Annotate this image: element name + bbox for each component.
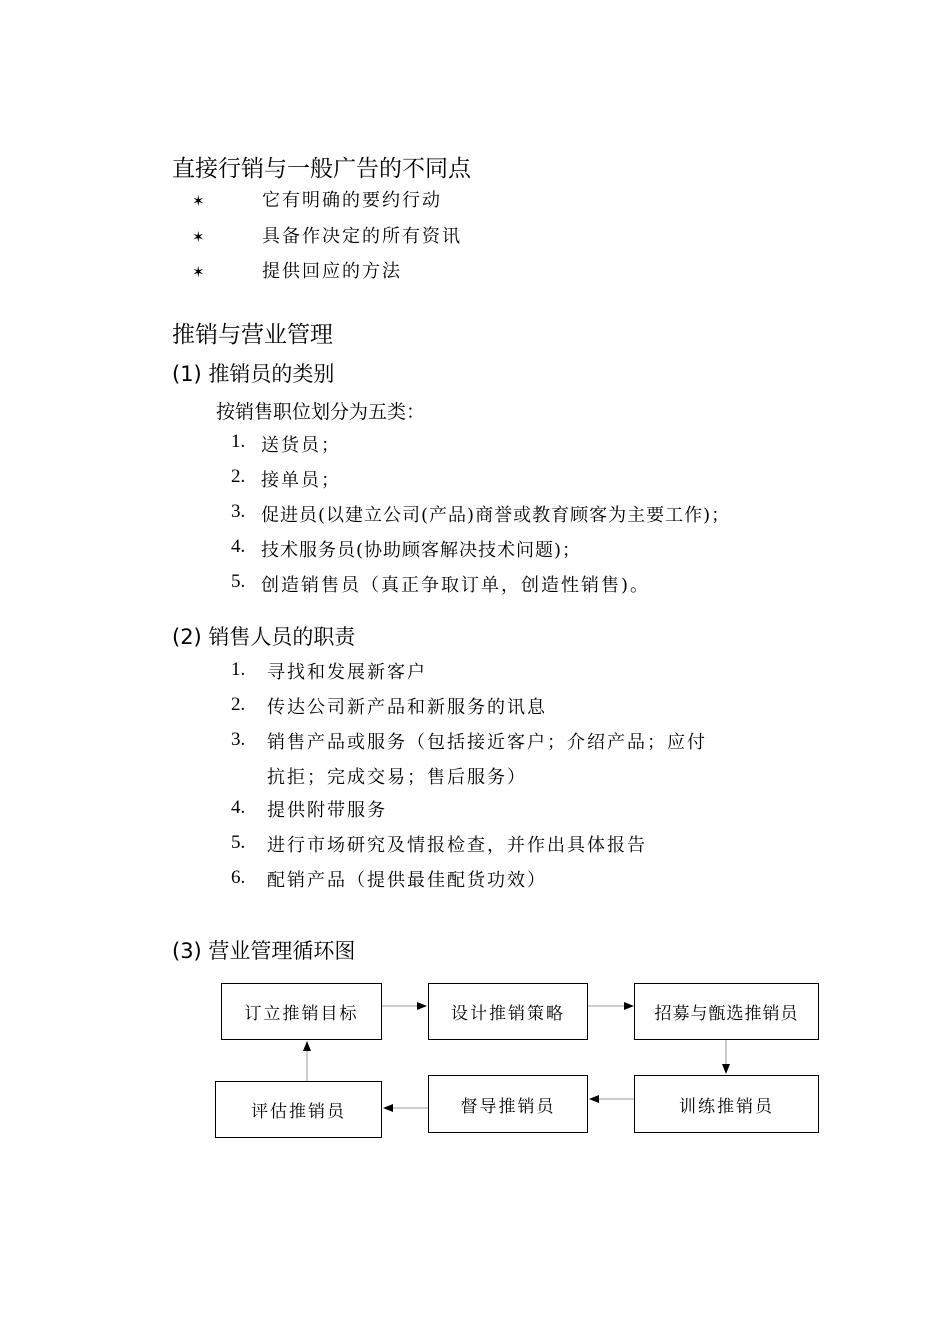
bullet-star-icon: ✶ [192,192,205,210]
part3-heading: (3) 营业管理循环图 [172,939,356,963]
list-item: 创造销售员（真正争取订单，创造性销售)。 [261,575,651,596]
part1-intro: 按销售职位划分为五类： [216,401,426,423]
list-number: 5. [231,571,246,592]
list-number: 4. [231,797,246,818]
bullet-star-icon: ✶ [192,228,205,246]
list-number: 1. [231,431,246,452]
list-number: 4. [231,536,246,557]
list-item: 配销产品（提供最佳配货功效） [267,870,547,891]
box-design-strategy: 设计推销策略 [428,983,588,1040]
list-item: 寻找和发展新客户 [267,662,427,683]
box-evaluate: 评估推销员 [215,1081,382,1138]
box-train: 训练推销员 [634,1075,819,1133]
part1-heading: (1) 推销员的类别 [172,362,335,386]
list-item: 技术服务员(协助顾客解决技术问题)； [261,540,582,561]
list-item: 促进员(以建立公司(产品)商誉或教育顾客为主要工作)； [261,505,731,526]
list-number: 3. [231,729,246,750]
bullet-item: 它有明确的要约行动 [262,190,442,211]
list-number: 3. [231,501,246,522]
list-number: 2. [231,466,246,487]
list-item: 送货员； [261,435,341,456]
bullet-item: 具备作决定的所有资讯 [262,226,462,247]
part2-heading: (2) 销售人员的职责 [172,625,356,649]
section-title-direct-marketing: 直接行销与一般广告的不同点 [172,156,471,182]
box-set-goals: 订立推销目标 [221,983,382,1040]
list-item: 传达公司新产品和新服务的讯息 [267,697,547,718]
list-number: 2. [231,694,246,715]
list-number: 1. [231,659,246,680]
list-number: 6. [231,867,246,888]
box-supervise: 督导推销员 [428,1075,588,1133]
list-item: 进行市场研究及情报检查，并作出具体报告 [267,835,647,856]
list-item: 接单员； [261,470,341,491]
section-title-sales-management: 推销与营业管理 [172,322,333,348]
list-number: 5. [231,832,246,853]
bullet-star-icon: ✶ [192,263,205,281]
list-item: 销售产品或服务（包括接近客户；介绍产品；应付 [267,732,707,753]
bullet-item: 提供回应的方法 [262,261,402,282]
list-item-continuation: 抗拒；完成交易；售后服务） [267,767,527,788]
list-item: 提供附带服务 [267,800,387,821]
box-recruit-select: 招募与甑选推销员 [634,983,819,1040]
